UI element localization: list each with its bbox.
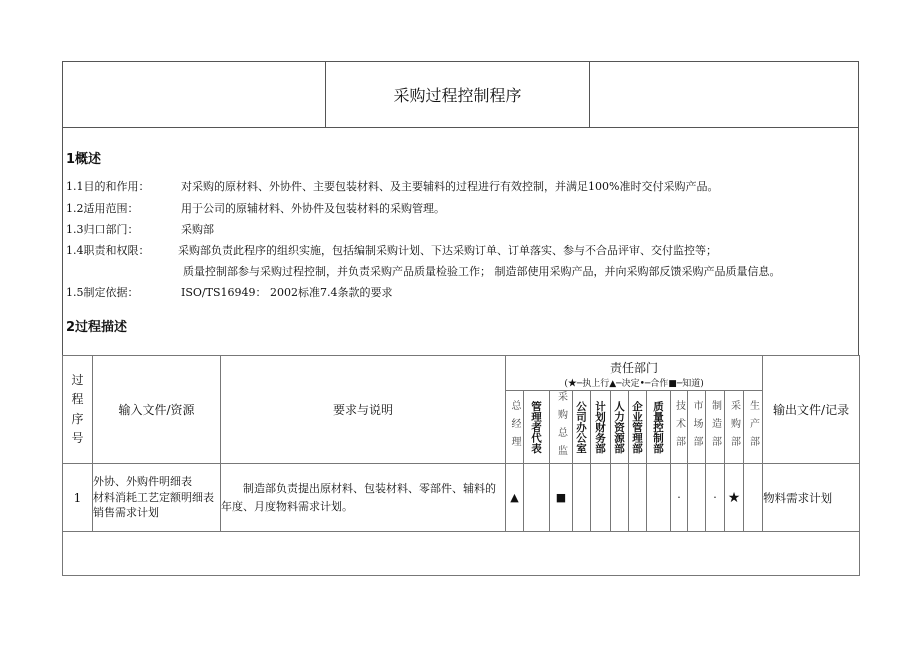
header-requirements: 要求与说明 [221, 356, 506, 464]
dept-purchasing-director: 采购总监 [550, 391, 573, 464]
row-seq: 1 [63, 464, 93, 532]
item-label: 1.4职责和权限： [66, 244, 150, 257]
dept-production: 生产部 [744, 391, 763, 464]
document-title: 采购过程控制程序 [325, 61, 590, 127]
mark [744, 464, 763, 532]
dept-enterprise-mgmt: 企业管理部 [629, 391, 647, 464]
dept-purchasing: 采购部 [725, 391, 744, 464]
mark [647, 464, 671, 532]
dept-finance: 计划财务部 [591, 391, 611, 464]
header-output: 输出文件/记录 [763, 356, 860, 464]
mark [524, 464, 550, 532]
dept-management-rep: 管理者代表 [524, 391, 550, 464]
item-text: 采购部 [181, 223, 214, 236]
dept-office: 公司办公室 [573, 391, 591, 464]
table-row [63, 464, 860, 532]
item-text: 对采购的原材料、外协件、主要包装材料、及主要辅料的过程进行有效控制，并满足100%准时交付采购产品。 [181, 180, 719, 193]
mark [611, 464, 629, 532]
mark: · [671, 464, 688, 532]
dept-manufacturing: 制造部 [706, 391, 725, 464]
section-heading-overview: 1概述 [66, 152, 102, 167]
item-text: 质量控制部参与采购过程控制，并负责采购产品质量检验工作； 制造部使用采购产品，并向采购部反馈采购产品质量信息。 [183, 265, 781, 278]
item-label: 1.5制定依据： [66, 286, 139, 299]
item-text: 用于公司的原辅材料、外协件及包装材料的采购管理。 [181, 202, 445, 215]
mark: ★ [725, 464, 744, 532]
mark [629, 464, 647, 532]
dept-marketing: 市场部 [688, 391, 706, 464]
row-requirements: 制造部负责提出原材料、包装材料、零部件、辅料的年度、月度物料需求计划。 [221, 464, 506, 532]
header-seq: 过程序号 [63, 356, 93, 464]
section-heading-process: 2过程描述 [66, 320, 128, 335]
mark [591, 464, 611, 532]
dept-quality-control: 质量控制部 [647, 391, 671, 464]
dept-technical: 技术部 [671, 391, 688, 464]
item-label: 1.2适用范围： [66, 202, 139, 215]
item-label: 1.3归口部门： [66, 223, 139, 236]
legend: (★─执上行▲─决定•─合作■─知道) [564, 379, 704, 389]
mark [688, 464, 706, 532]
header-input: 输入文件/资源 [93, 356, 221, 464]
dept-general-manager: 总经理 [506, 391, 524, 464]
mark [573, 464, 591, 532]
mark: ▲ [506, 464, 524, 532]
process-table [62, 355, 860, 576]
mark: ■ [550, 464, 573, 532]
header-responsible-depts: 责任部门 (★─执上行▲─决定•─合作■─知道) [506, 356, 763, 391]
dept-hr: 人力资源部 [611, 391, 629, 464]
row-output: 物料需求计划 [763, 464, 860, 532]
item-label: 1.1目的和作用： [66, 180, 150, 193]
mark: · [706, 464, 725, 532]
row-input: 外协、外购件明细表 材料消耗工艺定额明细表 销售需求计划 [93, 464, 221, 532]
empty-row [63, 532, 860, 576]
item-text: 采购部负责此程序的组织实施，包括编制采购计划、下达采购订单、订单落实、参与不合品评审、交付监控等； [178, 244, 717, 257]
item-text: ISO/TS16949： 2002标准7.4条款的要求 [181, 286, 393, 299]
